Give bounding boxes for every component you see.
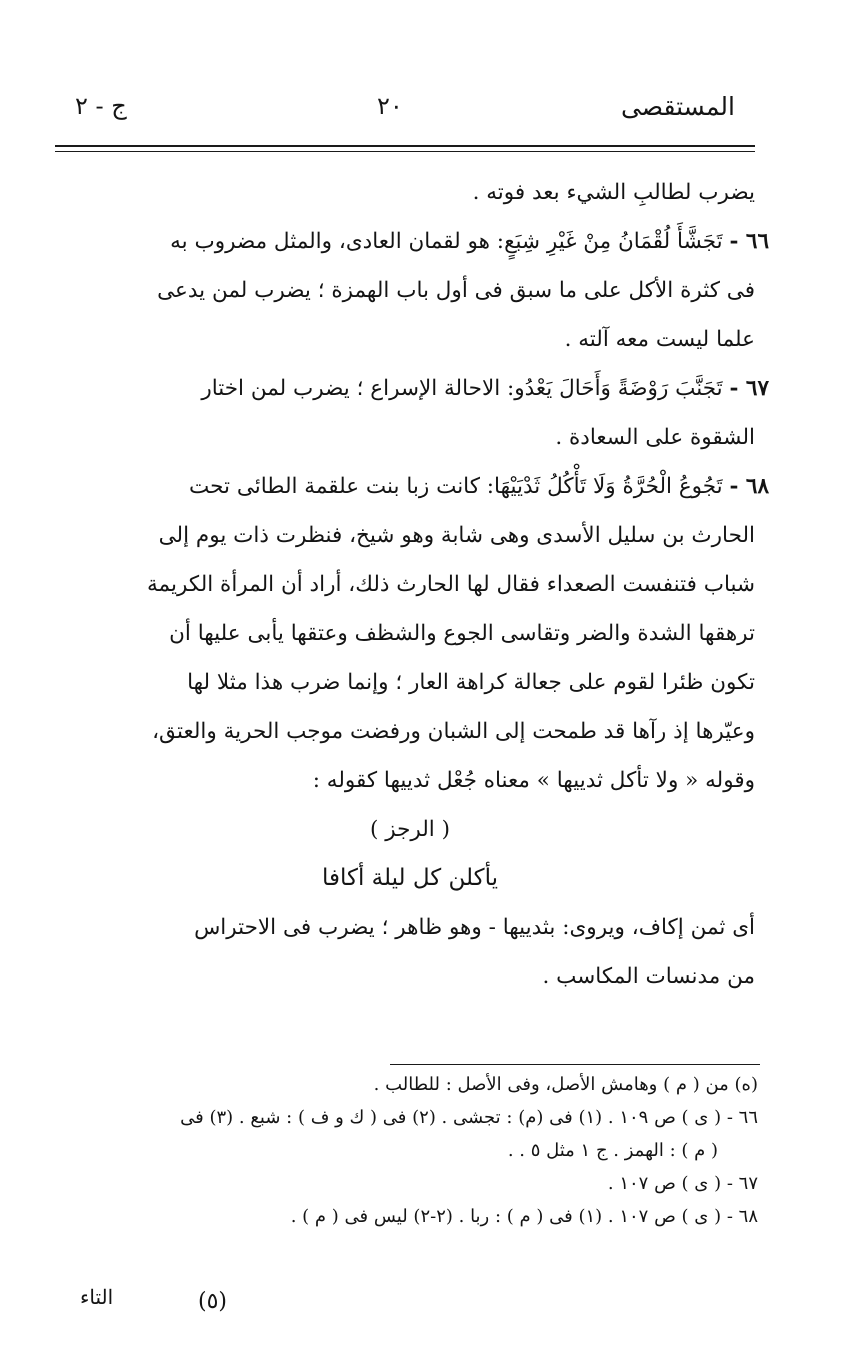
running-head-title: المستقصى [620, 92, 735, 121]
text-line: ترهقها الشدة والضر وتقاسى الجوع والشظف وعتقها يأبى عليها أن [169, 621, 755, 646]
text-line: من مدنسات المكاسب . [542, 964, 755, 989]
text-line: تكون ظئرا لقوم على جعالة كراهة العار ؛ وإنما ضرب هذا مثلا لها [187, 670, 755, 695]
footnote: ٦٨ - ( ى ) ص ١٠٧ . (١) فى ( م ) : ربا . (٢-٢) ليس فى ( م ) . [290, 1206, 758, 1227]
text-line: يضرب لطالبِ الشيء بعد فوته . [472, 180, 755, 205]
intro-paragraph [65, 168, 755, 217]
footnote: ( م ) : الهمز . ج ١ مثل ٥ . . [507, 1140, 718, 1161]
page-number: ٢٠ [377, 92, 403, 120]
entry-gloss: : كانت زبا بنت علقمة الطائى تحت [189, 474, 495, 499]
verse-line: يأكلن كل ليلة أكافا [321, 865, 499, 891]
proverb: تَجَشَّأَ لُقْمَانُ مِنْ غَيْرِ شِبَعٍ [504, 229, 723, 254]
closing-paragraph [65, 903, 755, 1001]
entry-head-line [65, 217, 769, 266]
text-line: فى كثرة الأكل على ما سبق فى أول باب الهمزة ؛ يضرب لمن يدعى [157, 278, 755, 303]
volume-part: ج - ٢ [75, 92, 127, 120]
footnote: (ه) من ( م ) وهامش الأصل، وفى الأصل : للطالب . [373, 1074, 758, 1095]
text-line: وعيّرها إذ رآها قد طمحت إلى الشبان ورفضت موجب الحرية والعتق، [152, 719, 755, 744]
text-line: شباب فتنفست الصعداء فقال لها الحارث ذلك، أراد أن المرأة الكريمة [147, 572, 755, 597]
page-footer [80, 1285, 280, 1325]
running-head [75, 92, 735, 136]
entry-head-line [65, 462, 769, 511]
entry-number: ٦٧ - [729, 376, 769, 401]
footnotes [58, 1068, 758, 1233]
footnote-rule [390, 1064, 760, 1065]
footnote: ٦٦ - ( ى ) ص ١٠٩ . (١) فى (م) : تجشى . (٢) فى ( ك و ف ) : شبع . (٣) فى [180, 1107, 758, 1128]
footnote: ٦٧ - ( ى ) ص ١٠٧ . [607, 1173, 758, 1194]
proverb: تَجُوعُ الْحُرَّةُ وَلَا تَأْكُلُ ثَدْيَيْهَا [494, 474, 723, 499]
proverb: تَجَنَّبَ رَوْضَةً وَأَحَالَ يَعْدُو [514, 376, 723, 401]
meter-label: ( الرجز ) [370, 817, 450, 842]
entry-number: ٦٨ - [729, 474, 769, 499]
main-text [65, 168, 769, 1001]
text-line: وقوله « ولا تأكل ثدييها » معناه جُعْل ثدييها كقوله : [312, 768, 755, 793]
entry-head-line [65, 364, 769, 413]
text-line: أى ثمن إكاف، ويروى: بثدييها - وهو ظاهر ؛ يضرب فى الاحتراس [194, 915, 755, 940]
header-rule [55, 145, 755, 152]
entry-68 [65, 462, 769, 805]
sheet-number: (٥) [198, 1289, 228, 1314]
signature-word: التاء [80, 1285, 114, 1309]
verse-block [65, 805, 755, 903]
text-line: الحارث بن سليل الأسدى وهى شابة وهو شيخ، فنظرت ذات يوم إلى [158, 523, 755, 548]
entry-67 [65, 364, 769, 462]
entry-66 [65, 217, 769, 364]
entry-gloss: : هو لقمان العادى، والمثل مضروب به [170, 229, 505, 254]
entry-gloss: : الاحالة الإسراع ؛ يضرب لمن اختار [201, 376, 515, 401]
entry-number: ٦٦ - [729, 229, 769, 254]
text-line: علما ليست معه آلته . [564, 327, 755, 352]
text-line: الشقوة على السعادة . [555, 425, 755, 450]
